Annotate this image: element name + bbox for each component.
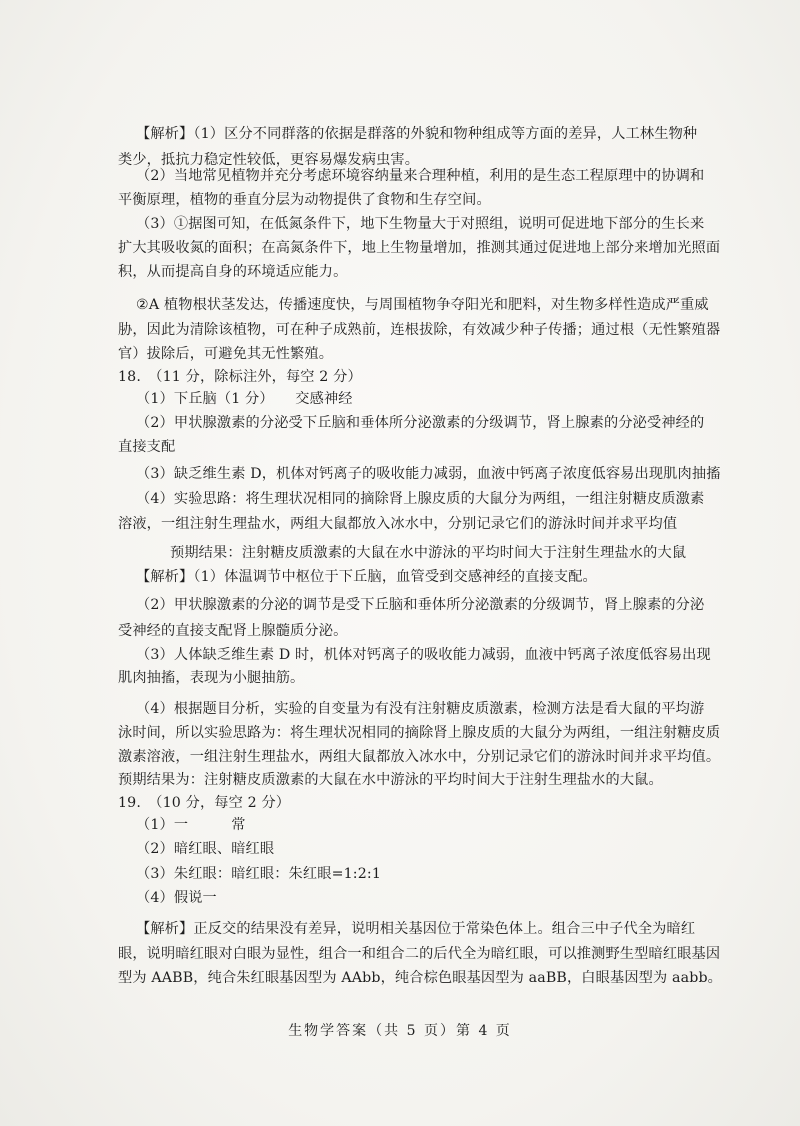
q18-answer-2-line-1: （2）甲状腺激素的分泌受下丘脑和垂体所分泌激素的分级调节，肾上腺素的分泌受神经的 <box>136 415 705 431</box>
q19-answer-4: （4）假说一 <box>136 890 217 906</box>
q19-answer-3: （3）朱红眼：暗红眼：朱红眼=1:2:1 <box>136 866 381 882</box>
q18-analysis-3-line-1: （3）人体缺乏维生素 D 时，机体对钙离子的吸收能力减弱，血液中钙离子浓度低容易出现 <box>136 647 711 663</box>
q17-p4-line-2: 胁，因此为清除该植物，可在种子成熟前，连根拔除，有效减少种子传播；通过根（无性繁殖器 <box>118 322 721 338</box>
q18-answer-1: （1）下丘脑（1 分） 交感神经 <box>136 391 353 407</box>
page-footer: 生物学答案（共 5 页）第 4 页 <box>288 1023 512 1039</box>
q18-analysis-1: 【解析】（1）体温调节中枢位于下丘脑，血管受到交感神经的直接支配。 <box>136 569 597 585</box>
q19-header: 19. （10 分，每空 2 分） <box>118 795 291 811</box>
q17-p4-line-1: ②A 植物根状茎发达，传播速度快，与周围植物争夺阳光和肥料，对生物多样性造成严重威 <box>136 297 709 313</box>
q19-analysis-line-3: 型为 AABB，纯合朱红眼基因型为 AAbb，纯合棕色眼基因型为 aaBB，白眼基因型为 aabb。 <box>118 970 723 986</box>
q17-p3-line-3: 积，从而提高自身的环境适应能力。 <box>118 264 348 280</box>
q19-answer-1: （1）一 常 <box>136 817 246 833</box>
q19-answer-2: （2）暗红眼、暗红眼 <box>136 841 275 857</box>
q18-analysis-2-line-2: 受神经的直接支配肾上腺髓质分泌。 <box>118 623 348 639</box>
q19-analysis-line-2: 眼，说明暗红眼对白眼为显性，组合一和组合二的后代全为暗红眼，可以推测野生型暗红眼基因 <box>118 946 721 962</box>
q18-analysis-2-line-1: （2）甲状腺激素的分泌的调节是受下丘脑和垂体所分泌激素的分级调节，肾上腺素的分泌 <box>136 597 705 613</box>
q17-p3-line-2: 扩大其吸收氮的面积；在高氮条件下，地上生物量增加，推测其通过促进地上部分来增加光照面 <box>118 240 721 256</box>
q18-answer-4-line-1: （4）实验思路：将生理状况相同的摘除肾上腺皮质的大鼠分为两组，一组注射糖皮质激素 <box>136 491 705 507</box>
q17-analysis-line-1: 【解析】（1）区分不同群落的依据是群落的外貌和物种组成等方面的差异，人工林生物种 <box>136 126 698 142</box>
q17-p3-line-1: （3）①据图可知，在低氮条件下，地下生物量大于对照组，说明可促进地下部分的生长来 <box>136 216 705 232</box>
q18-header: 18. （11 分，除标注外，每空 2 分） <box>118 369 362 385</box>
q18-analysis-4-line-1: （4）根据题目分析，实验的自变量为有没有注射糖皮质激素，检测方法是看大鼠的平均游 <box>136 701 705 717</box>
q18-analysis-4-line-2: 泳时间，所以实验思路为：将生理状况相同的摘除肾上腺皮质的大鼠分为两组，一组注射糖皮质 <box>118 725 721 741</box>
q17-p4-line-3: 官）拔除后，可避免其无性繁殖。 <box>118 346 334 362</box>
q18-analysis-4-line-3: 激素溶液，一组注射生理盐水，两组大鼠都放入冰水中，分别记录它们的游泳时间并求平均值。 <box>118 749 721 765</box>
q18-answer-2-line-2: 直接支配 <box>118 439 176 455</box>
q18-answer-4-line-2: 溶液，一组注射生理盐水，两组大鼠都放入冰水中，分别记录它们的游泳时间并求平均值 <box>118 516 678 532</box>
q17-p2-line-2: 平衡原理，植物的垂直分层为动物提供了食物和生存空间。 <box>118 192 491 208</box>
q18-expected-result: 预期结果：注射糖皮质激素的大鼠在水中游泳的平均时间大于注射生理盐水的大鼠 <box>170 545 687 561</box>
q18-analysis-3-line-2: 肌肉抽搐，表现为小腿抽筋。 <box>118 670 305 686</box>
q19-analysis-line-1: 【解析】正反交的结果没有差异，说明相关基因位于常染色体上。组合三中子代全为暗红 <box>136 921 696 937</box>
q17-p2-line-1: （2）当地常见植物并充分考虑环境容纳量来合理种植，利用的是生态工程原理中的协调和 <box>136 168 705 184</box>
q18-answer-3: （3）缺乏维生素 D，机体对钙离子的吸收能力减弱，血液中钙离子浓度低容易出现肌肉抽搐 <box>136 466 721 482</box>
q17-analysis-line-2: 类少，抵抗力稳定性较低，更容易爆发病虫害。 <box>118 152 420 168</box>
q18-analysis-4-line-4: 预期结果为：注射糖皮质激素的大鼠在水中游泳的平均时间大于注射生理盐水的大鼠。 <box>118 772 663 788</box>
